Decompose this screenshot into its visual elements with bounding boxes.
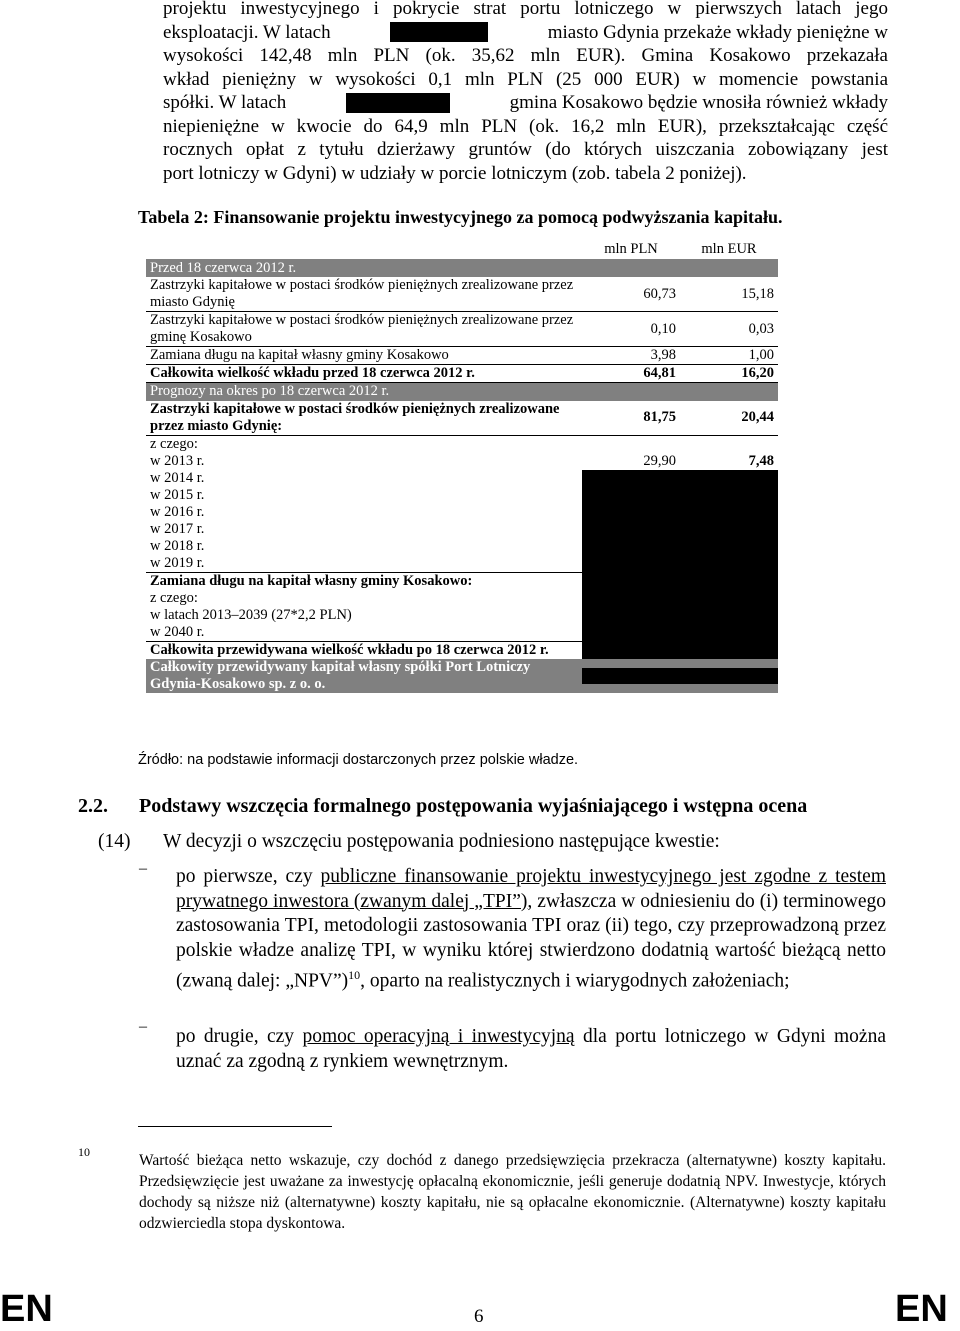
language-code-left: EN: [0, 1288, 53, 1330]
row-label: Zamiana długu na kapitał własny gminy Kosakowo: [146, 347, 582, 365]
redaction-box: [680, 590, 778, 607]
redaction-box: [582, 504, 680, 521]
redaction-box: [582, 521, 680, 538]
footnote-separator: [138, 1126, 332, 1127]
section-label: Przed 18 czerwca 2012 r.: [146, 259, 778, 277]
redaction-box: [582, 555, 680, 573]
table-row: [146, 538, 778, 555]
bullet-text: po pierwsze, czy: [176, 866, 321, 887]
bullet-text: , zwłaszcza w odniesieniu do (i) terminowego zastosowania TPI, metodologii zastosowania TPI oraz (ii) tego, czy przeprowadzoną przez polskie władze analizę TPI, w wyniku której stwierdzono dodatnią wartość bieżącą netto (zwaną dalej: „NPV”): [176, 890, 886, 992]
redaction-box: [582, 590, 680, 607]
table-row: [146, 624, 778, 642]
redaction-box: [680, 607, 778, 624]
intro-line: projektu inwestycyjnego i pokrycie strat portu lotniczego w pierwszych latach jego: [163, 0, 888, 19]
bullet-dash: –: [139, 1018, 147, 1035]
redaction-box: [346, 93, 450, 113]
intro-line: [163, 21, 888, 45]
intro-text: gmina Kosakowo będzie wnosiła również wkłady: [509, 92, 888, 113]
point-number: (14): [98, 831, 131, 852]
bullet-underlined: publiczne finansowanie projektu inwestycyjnego jest zgodne z testem prywatnego inwestora (zwanym dalej „TPI”): [176, 866, 886, 912]
redaction-box: [582, 624, 680, 642]
redaction-box: [680, 668, 778, 684]
row-label: Całkowity przewidywany kapitał własny spółki Port Lotniczy Gdynia-Kosakowo sp. z o. o.: [146, 659, 582, 693]
table-row: [146, 470, 778, 487]
redaction-box: [582, 641, 680, 659]
intro-text: miasto Gdynia przekaże wkłady pieniężne w: [547, 21, 888, 43]
row-label: Zamiana długu na kapitał własny gminy Kosakowo:: [150, 572, 473, 589]
section-label: Prognozy na okres po 18 czerwca 2012 r.: [146, 383, 778, 401]
row-label: Całkowita przewidywana wielkość wkładu po 18 czerwca 2012 r.: [150, 641, 549, 658]
row-label: Zastrzyki kapitałowe w postaci środków pieniężnych zrealizowane przez miasto Gdynię: [146, 277, 582, 312]
row-label: Całkowita wielkość wkładu przed 18 czerwca 2012 r.: [146, 365, 582, 383]
row-label: w latach 2013–2039 (27*2,2 PLN): [150, 606, 352, 623]
row-label: w 2040 r.: [146, 624, 582, 642]
section-number: 2.2.: [78, 795, 108, 817]
row-pln: 64,81: [582, 365, 680, 383]
section-row: [146, 383, 778, 401]
intro-text: eksploatacji. W latach: [163, 21, 331, 43]
table-header-row: [146, 240, 778, 259]
table-caption: Tabela 2: Finansowanie projektu inwestycyjnego za pomocą podwyższania kapitału.: [138, 207, 783, 227]
table-row: [146, 277, 778, 312]
table-row: [146, 555, 778, 573]
row-label: w 2019 r.: [146, 555, 582, 573]
bullet-underlined: pomoc operacyjną i inwestycyjną: [302, 1026, 575, 1047]
row-label: w 2017 r.: [150, 520, 205, 537]
redaction-box: [680, 521, 778, 538]
row-eur: 20,44: [680, 401, 778, 436]
bullet-text: , oparto na realistycznych i wiarygodnych założeniach;: [360, 970, 790, 992]
table-row: [146, 521, 778, 538]
row-eur: 7,48: [748, 452, 774, 469]
row-eur: 0,03: [680, 312, 778, 347]
footnote-text: Wartość bieżąca netto wskazuje, czy dochód z danego przedsięwzięcia przekracza (alternatywne) koszty kapitału. Przedsięwzięcie jest uważane za inwestycję opłacalną ekonomicznie, jeśli generuje dodatnią NPV. Inwestycje, których dochody są niższe niż (alternatywne) koszty kapitału, nie są opłacalne ekonomicznie. (Alternatywne) koszty kapitału odzwierciedla stopa dyskontowa.: [139, 1152, 886, 1232]
row-label: Zastrzyki kapitałowe w postaci środków pieniężnych zrealizowane przez miasto Gdynię:: [146, 401, 582, 436]
intro-paragraph: [163, 0, 888, 185]
column-header-eur: mln EUR: [701, 241, 757, 257]
redaction-box: [680, 641, 778, 659]
intro-text: spółki. W latach: [163, 92, 287, 113]
bullet-text: po drugie, czy: [176, 1026, 303, 1047]
redaction-box: [582, 487, 680, 504]
intro-line: port lotniczy w Gdyni) w udziały w porcie lotniczym (zob. tabela 2 poniżej).: [163, 162, 747, 184]
redaction-box: [680, 572, 778, 590]
total-row: [146, 659, 778, 693]
point-text: W decyzji o wszczęciu postępowania podniesiono następujące kwestie:: [163, 831, 720, 852]
intro-line: rocznych opłat z tytułu dzierżawy gruntów (do których uiszczania zobowiązany jest: [163, 139, 888, 160]
table-row: [146, 435, 778, 453]
row-pln: 3,98: [582, 347, 680, 365]
redaction-box: [680, 624, 778, 642]
table-row: [146, 607, 778, 624]
row-label: w 2014 r.: [150, 469, 205, 486]
table-row: [146, 590, 778, 607]
table-row: [146, 487, 778, 504]
row-label: w 2013 r.: [150, 452, 205, 469]
row-label: w 2015 r.: [150, 486, 205, 503]
footnote-ref: 10: [348, 968, 361, 982]
row-eur: 16,20: [680, 365, 778, 383]
intro-line: [163, 91, 888, 115]
row-pln: 81,75: [582, 401, 680, 436]
row-label: z czego:: [150, 435, 198, 452]
bullet-text: dla portu lotniczego w Gdyni można uznać za zgodną z rynkiem wewnętrznym.: [176, 1026, 886, 1072]
total-row: [146, 641, 778, 659]
row-label: z czego:: [150, 589, 198, 606]
table-row: [146, 504, 778, 521]
total-row: [146, 365, 778, 383]
intro-line: niepieniężne w kwocie do 64,9 mln PLN (ok. 16,2 mln EUR), przekształcając część: [163, 115, 888, 137]
redaction-box: [582, 607, 680, 624]
table-row: [146, 401, 778, 436]
redaction-box: [582, 572, 680, 590]
column-header-pln: mln PLN: [604, 241, 658, 257]
row-eur: 1,00: [680, 347, 778, 365]
section-title: Podstawy wszczęcia formalnego postępowania wyjaśniającego i wstępna ocena: [139, 795, 808, 817]
language-code-right: EN: [895, 1288, 948, 1330]
row-label: w 2016 r.: [150, 503, 205, 520]
bullet-dash: –: [139, 860, 147, 877]
row-label: Zastrzyki kapitałowe w postaci środków pieniężnych zrealizowane przez gminę Kosakowo: [146, 312, 582, 347]
redaction-box: [680, 538, 778, 555]
row-pln: 29,90: [643, 452, 676, 469]
redaction-box: [680, 470, 778, 487]
bullet-item: [176, 1025, 886, 1074]
table-row: [146, 453, 778, 470]
table-row: [146, 572, 778, 590]
page-number: 6: [474, 1306, 484, 1327]
redaction-box: [680, 555, 778, 573]
footnote-number: 10: [78, 1145, 90, 1159]
row-pln: 60,73: [582, 277, 680, 312]
table-row: [146, 347, 778, 365]
row-pln: 0,10: [582, 312, 680, 347]
redaction-box: [582, 668, 680, 684]
redaction-box: [582, 470, 680, 487]
section-row: [146, 259, 778, 277]
row-label: w 2018 r.: [150, 537, 205, 554]
redaction-box: [582, 538, 680, 555]
redaction-box: [680, 504, 778, 521]
row-eur: 15,18: [680, 277, 778, 312]
redaction-box: [680, 487, 778, 504]
intro-line: wysokości 142,48 mln PLN (ok. 35,62 mln EUR). Gmina Kosakowo przekazała: [163, 45, 888, 66]
table-row: [146, 312, 778, 347]
financing-table: [146, 240, 778, 693]
source-note: Źródło: na podstawie informacji dostarczonych przez polskie władze.: [138, 752, 579, 768]
intro-line: wkład pieniężny w wysokości 0,1 mln PLN (25 000 EUR) w momencie powstania: [163, 68, 888, 90]
bullet-item: [176, 865, 886, 994]
redaction-box: [390, 22, 488, 42]
